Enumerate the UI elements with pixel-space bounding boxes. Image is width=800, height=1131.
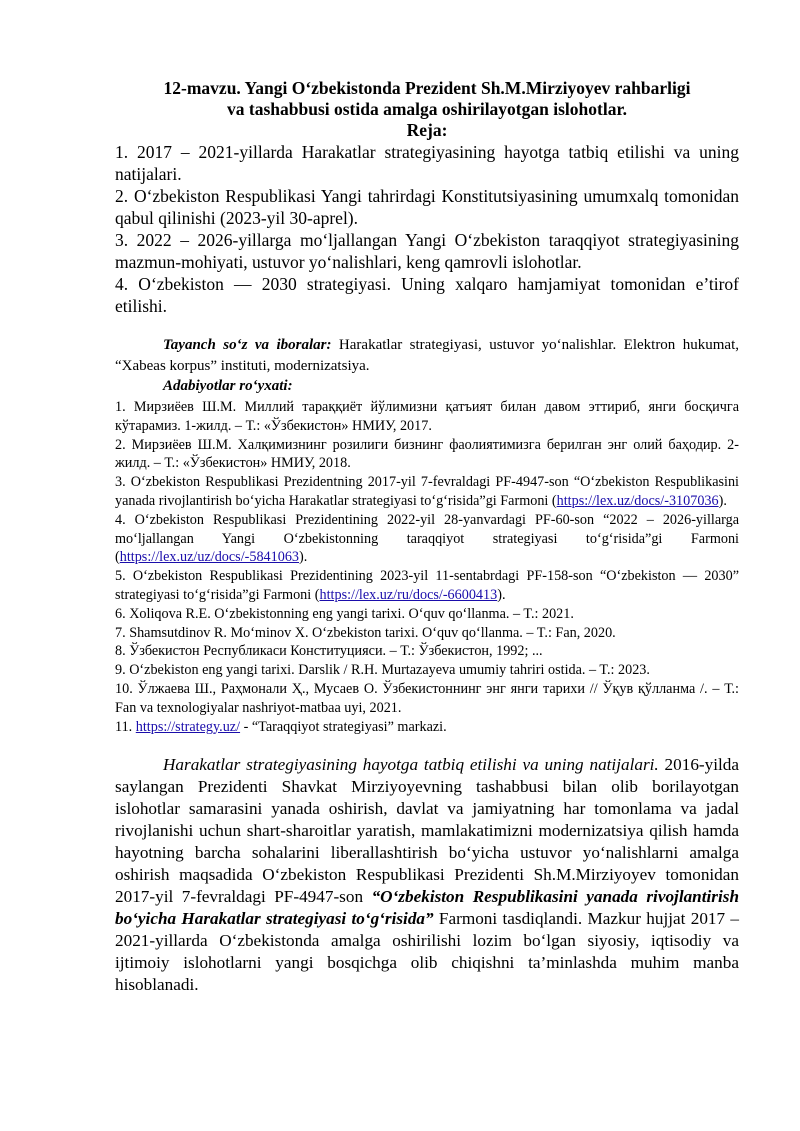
literature-item-text: 2. Мирзиёев Ш.М. Халқимизнинг розилиги бизнинг фаолиятимизга берилган энг олий баҳодир. 2-жилд. – Т.: «Ўзбекистон» НМИУ, 2018. [115, 436, 739, 472]
literature-item [115, 567, 739, 605]
plan-heading: Reja: [406, 120, 448, 140]
literature-item [115, 511, 739, 567]
literature-link[interactable]: https://strategy.uz/ [135, 718, 241, 735]
body-paragraph [115, 754, 739, 996]
literature-item [115, 624, 739, 643]
page-title-line-1: 12-mavzu. Yangi O‘zbekistonda Prezident Sh.M.Mirziyoyev rahbarligi [163, 78, 691, 98]
literature-item-suffix: - “Taraqqiyot strategiyasi” markazi. [240, 718, 447, 735]
body-text-1: 2016-yilda saylangan Prezidenti Shavkat Mirziyoyevning tashabbusi bilan olib borilayotgan islohotlar samarasini yanada oshirish, davlat va jamiyatning har tomonlama va jadal rivojlanishi uchun shart-sharoitlar yaratish, mamlakatimizni modernizatsiya qilish hamda hayotning barcha sohalarini liberallashtirish bo‘yicha ustuvor yo‘nalishlarni amalga oshirish maqsadida O‘zbekiston Respublikasi Prezidenti Sh.M.Mirziyoyev tomonidan 2017-yil 7-fevraldagi PF-4947-son [115, 755, 740, 907]
literature-link[interactable]: https://lex.uz/ru/docs/-6600413 [319, 586, 498, 603]
literature-item [115, 398, 739, 436]
body-decree-title: “O‘zbekiston Respublikasini yanada rivojlantirish bo‘yicha Harakatlar strategiyasi to‘g‘risida” [115, 887, 740, 929]
literature-item-text: 4. O‘zbekiston Respublikasi Prezidentining 2022-yil 28-yanvardagi PF-60-son “2022 – 2026-yillarga mo‘ljallangan Yangi O‘zbekistonning taraqqiyot strategiyasi to‘g‘risida”gi Farmoni ( [115, 511, 739, 566]
literature-item [115, 642, 739, 661]
literature-link[interactable]: https://lex.uz/docs/-3107036 [556, 492, 719, 509]
literature-item-text: 5. O‘zbekiston Respublikasi Prezidentining 2023-yil 11-sentabrdagi PF-158-son “O‘zbekiston — 2030” strategiyasi to‘g‘risida”gi Farmoni ( [115, 568, 739, 603]
literature-item [115, 718, 739, 737]
literature-item [115, 436, 739, 474]
literature-item-text: 7. Shamsutdinov R. Mo‘minov X. O‘zbekiston tarixi. O‘quv qo‘llanma. – T.: Fan, 2020. [115, 624, 616, 641]
literature-item-suffix: ). [299, 549, 308, 566]
literature-item-suffix: ). [497, 586, 506, 603]
literature-item [115, 680, 739, 718]
document-page [115, 78, 739, 996]
literature-item [115, 605, 739, 624]
plan-list [115, 141, 739, 317]
plan-item-2: 2. O‘zbekiston Respublikasi Yangi tahrirdagi Konstitutsiyasining umumxalq tomonidan qabul qilinishi (2023-yil 30-aprel). [115, 186, 739, 228]
body-intro: Harakatlar strategiyasining hayotga tatbiq etilishi va uning natijalari. [163, 755, 659, 775]
page-title-line-2: va tashabbusi ostida amalga oshirilayotgan islohotlar. [227, 99, 627, 119]
keywords-label: Tayanch so‘z va iboralar: [163, 337, 332, 353]
literature-item [115, 473, 739, 511]
literature-link[interactable]: https://lex.uz/uz/docs/-5841063 [119, 549, 300, 566]
literature-item-text: 1. Мирзиёев Ш.М. Миллий тараққиёт йўлимизни қатъият билан давом эттириб, янги босқичга кўтарамиз. 1-жилд. – Т.: «Ўзбекистон» НМИУ, 2017. [115, 399, 739, 434]
literature-item-text: 3. O‘zbekiston Respublikasi Prezidentning 2017-yil 7-fevraldagi PF-4947-son “O‘zbekiston Respublikasini yanada rivojlantirish bo‘yicha Harakatlar strategiyasi to‘g‘risida”gi Farmoni ( [115, 474, 739, 509]
plan-item-4: 4. O‘zbekiston — 2030 strategiyasi. Uning xalqaro hamjamiyat tomonidan e’tirof etilishi. [115, 274, 739, 316]
plan-item-3: 3. 2022 – 2026-yillarga mo‘ljallangan Yangi O‘zbekiston taraqqiyot strategiyasining mazmun-mohiyati, ustuvor yo‘nalishlari, keng qamrovli islohotlar. [115, 230, 739, 272]
literature-list [115, 398, 739, 736]
literature-item-text: 11. [115, 718, 136, 735]
keywords-paragraph [115, 335, 739, 376]
body-text-2: Farmoni tasdiqlandi. Mazkur hujjat 2017 – 2021-yillarda O‘zbekistonda amalga oshirilishi lozim bo‘lgan siyosiy, iqtisodiy va ijtimoiy islohotlarni yangi bosqichga olib chiqishni ta’minlashda muhim manba hisoblanadi. [115, 909, 740, 995]
literature-heading: Adabiyotlar ro‘yxati: [163, 378, 293, 394]
literature-item-text: 6. Xoliqova R.E. O‘zbekistonning eng yangi tarixi. O‘quv qo‘llanma. – T.: 2021. [115, 605, 574, 622]
literature-item-suffix: ). [718, 492, 727, 509]
literature-item-text: 9. O‘zbekiston eng yangi tarixi. Darslik / R.H. Murtazayeva umumiy tahriri ostida. – T.: 2023. [115, 662, 650, 679]
literature-item-text: 10. Ўлжаева Ш., Раҳмонали Ҳ., Мусаев О. Ўзбекистоннинг энг янги тарихи // Ўқув қўлланма /. – Т.: Fan va texnologiyalar nashriyot-matbaa uyi, 2021. [115, 680, 739, 716]
literature-item-text: 8. Ўзбекистон Республикаси Конституцияси. – Т.: Ўзбекистон, 1992; ... [115, 643, 543, 660]
plan-item-1: 1. 2017 – 2021-yillarda Harakatlar strategiyasining hayotga tatbiq etilishi va uning natijalari. [115, 142, 739, 184]
keywords-text: Harakatlar strategiyasi, ustuvor yo‘nalishlar. Elektron hukumat, “Xabeas korpus” instituti, modernizatsiya. [115, 337, 740, 374]
literature-item [115, 661, 739, 680]
